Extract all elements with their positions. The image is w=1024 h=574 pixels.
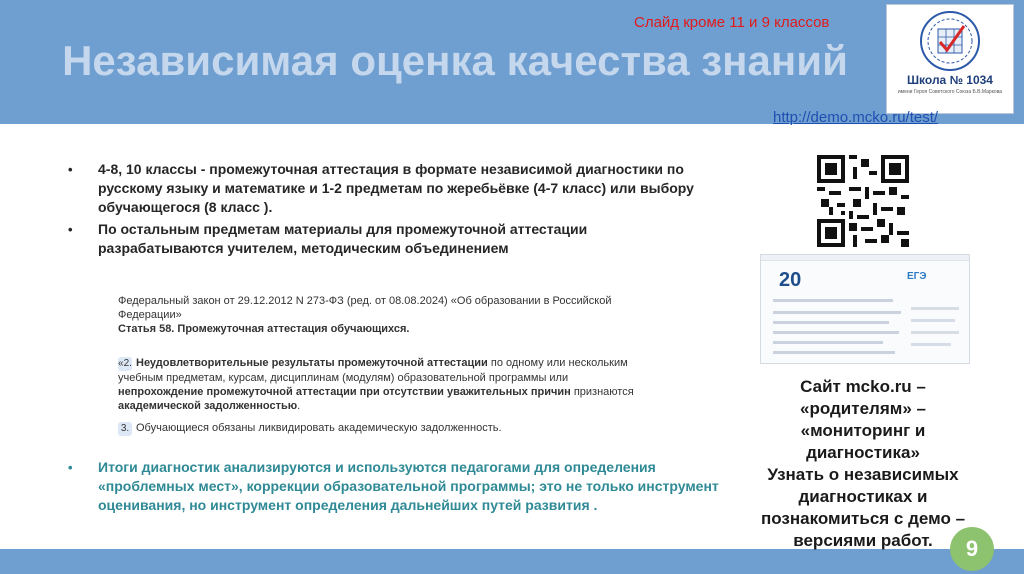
- law-text: по одному или нескольким учебным предметам, курсам, дисциплинам (модулям) образовательной программы или: [118, 357, 628, 384]
- content-line: [773, 351, 895, 354]
- side-line: [911, 343, 951, 346]
- page-number-badge: 9: [950, 527, 994, 571]
- slide-title: Независимая оценка качества знаний: [62, 37, 848, 84]
- school-logo-icon: [909, 9, 991, 73]
- caption-line: «мониторинг и: [800, 421, 926, 440]
- law-excerpt: [118, 294, 654, 436]
- side-line: [911, 307, 959, 310]
- law-text: .: [297, 400, 301, 412]
- caption-line: диагностиках и: [798, 487, 928, 506]
- content-line: [773, 331, 899, 334]
- content-line: [773, 321, 889, 324]
- paragraph-number: 3.: [118, 422, 132, 436]
- law-text: Обучающиеся обязаны ликвидировать академическую задолженность.: [136, 422, 502, 434]
- logo-school-name: Школа № 1034: [907, 73, 993, 87]
- bullet-item: • 4-8, 10 классы - промежуточная аттестация в формате независимой диагностики по русскому языку и математике и 1-2 предметам по жеребьёвке (4-7 класс) или выбору обучающегося (8 класс ).: [60, 160, 700, 217]
- anniversary-number: 20: [779, 269, 802, 291]
- law-article: Статья 58. Промежуточная аттестация обучающихся.: [118, 323, 410, 335]
- site-caption: [738, 376, 988, 552]
- law-emphasis: непрохождение промежуточной аттестации при отсутствии уважительных причин: [118, 386, 571, 398]
- law-text: признаются: [570, 386, 634, 398]
- content-line: [773, 311, 901, 314]
- caption-line: «родителям» –: [800, 399, 926, 418]
- law-emphasis: Неудовлетворительные результаты промежуточной аттестации: [136, 357, 488, 369]
- law-paragraph-2: [118, 356, 654, 413]
- law-reference: Федеральный закон от 29.12.2012 N 273-ФЗ (ред. от 08.08.2024) «Об образовании в Российской Федерации»: [118, 295, 612, 321]
- side-line: [911, 331, 959, 334]
- logo-subtitle: имени Героя Советского Союза Б.В.Маркова: [897, 89, 1003, 95]
- summary-bullets: [60, 458, 720, 515]
- caption-line: диагностика»: [806, 443, 920, 462]
- caption-line: Узнать о независимых: [767, 465, 959, 484]
- law-emphasis: академической задолженностью: [118, 400, 298, 412]
- qr-code-icon[interactable]: [817, 155, 909, 247]
- caption-line: версиями работ.: [793, 531, 933, 550]
- demo-link[interactable]: http://demo.mcko.ru/test/: [773, 109, 939, 126]
- mcko-site-screenshot: [760, 254, 970, 364]
- caption-line: познакомиться с демо –: [760, 509, 966, 528]
- school-logo: [886, 4, 1014, 114]
- content-line: [773, 299, 893, 302]
- footer-band: [0, 549, 1024, 574]
- paragraph-number: «2.: [118, 358, 132, 369]
- bullet-item: • По остальным предметам материалы для промежуточной аттестации разрабатываются учителем, методическим объединением: [60, 220, 700, 258]
- main-bullets: [60, 160, 700, 261]
- law-paragraph-3: [118, 421, 654, 436]
- caption-line: Сайт mcko.ru –: [800, 377, 926, 396]
- side-line: [911, 319, 955, 322]
- summary-item: • Итоги диагностик анализируются и используются педагогами для определения «проблемных мест», коррекции образовательной программы; это не только инструмент оценивания, но инструмент определения дальнейших путей развития .: [60, 458, 720, 515]
- ege-label: ЕГЭ: [907, 271, 927, 282]
- browser-bar: [761, 255, 969, 261]
- content-line: [773, 341, 883, 344]
- slide-note: Слайд кроме 11 и 9 классов: [634, 14, 830, 31]
